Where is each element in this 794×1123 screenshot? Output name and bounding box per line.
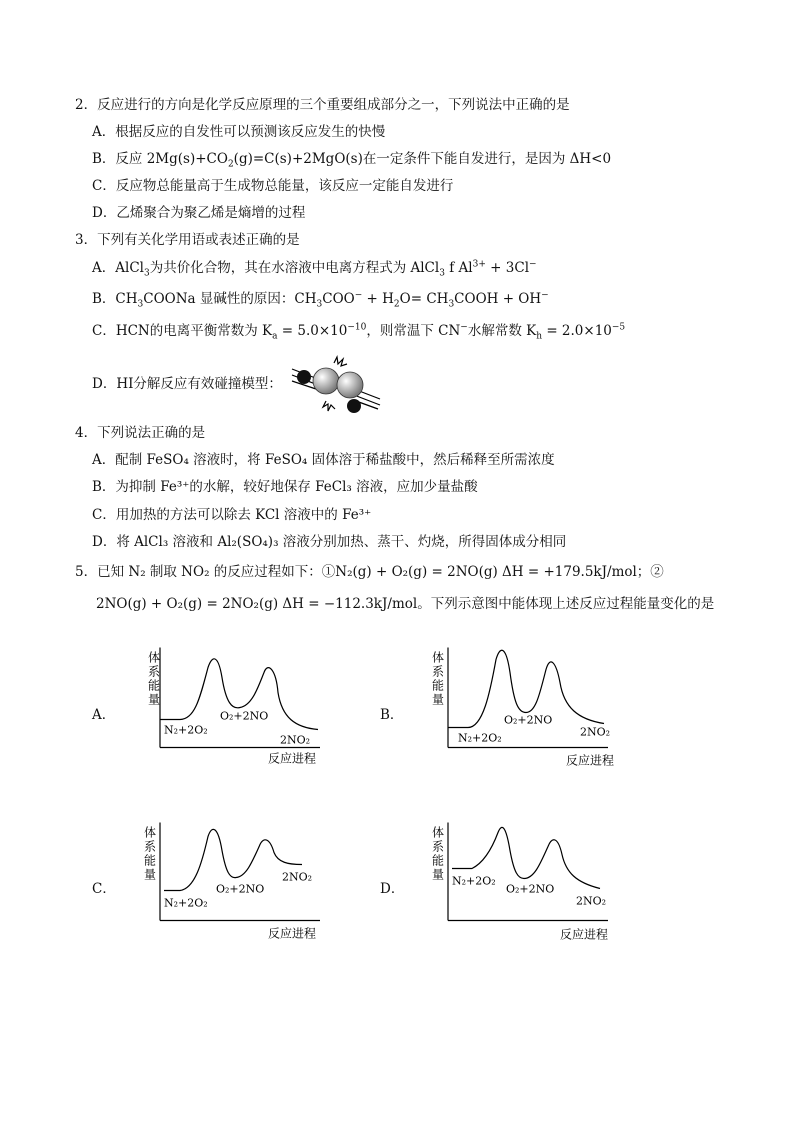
graph-c-ylabel-1: 体 [144,825,157,840]
q3-option-b [92,290,549,308]
graph-b-xlabel: 反应进程 [566,753,615,768]
graph-c-ylabel-2: 系 [144,839,157,854]
graph-d-ylabel-4: 量 [432,867,445,882]
q3-a-sup2: − [529,259,537,270]
graph-b-ylabel-1: 体 [432,650,445,665]
graph-c-label-start: N₂+2O₂ [164,896,208,910]
graph-a-option: A． [92,707,116,723]
graph-c-ylabel-3: 能 [144,853,157,868]
graph-b-label-end: 2NO₂ [580,725,611,739]
q3-c-minus: − [460,322,468,333]
q3-a-post: + 3Cl [485,260,530,276]
q3-b-tail3: COOH + OH [454,291,542,307]
graph-d-ylabel-2: 系 [432,839,445,854]
q3-b-s6: − [541,290,549,301]
graph-a-ylabel-3: 能 [148,678,161,693]
q3-c-post: ，则常温下 CN [366,323,461,339]
graph-b-ylabel-3: 能 [432,678,445,693]
q2-b-sub: 2 [227,159,234,170]
q4-stem: 4．下列说法正确的是 [75,425,206,441]
graph-c [140,820,320,950]
collision-model-image [288,355,384,415]
graph-b-label-mid: O₂+2NO [504,713,553,727]
graph-d-xlabel: 反应进程 [560,927,609,942]
q3-a-sup: 3+ [472,259,486,270]
q4-option-d: D．将 AlCl₃ 溶液和 Al₂(SO₄)₃ 溶液分别加热、蒸干、灼烧，所得固体成分相同 [92,534,567,550]
graph-a-ylabel-2: 系 [148,664,161,679]
graph-c-ylabel-4: 量 [144,867,157,882]
graph-c-option: C． [92,881,116,897]
q3-a-mid: 为共价化合物，其在水溶液中电离方程式为 AlCl [149,260,440,276]
q3-c-sa: a [272,331,278,342]
q4-option-c: C．用加热的方法可以除去 KCl 溶液中的 Fe³⁺ [92,507,372,523]
q3-b-pre: B．CH [92,291,138,307]
graph-b-ylabel-2: 系 [432,664,445,679]
q2-option-d: D．乙烯聚合为聚乙烯是熵增的过程 [92,205,306,221]
graph-b-ylabel-4: 量 [432,692,445,707]
graph-a-label-start: N₂+2O₂ [164,723,208,737]
q5-stem: 5．已知 N₂ 制取 NO₂ 的反应过程如下：①N₂(g) + O₂(g) = 2NO(g) ΔH = +179.5kJ/mol；② [75,564,664,580]
graph-a [140,645,320,775]
q3-b-tail2: O= CH [399,291,449,307]
q3-b-s3: − [354,290,363,301]
q4-option-a: A．配制 FeSO₄ 溶液时，将 FeSO₄ 固体溶于稀盐酸中，然后稀释至所需浓度 [92,452,555,468]
graph-a-xlabel: 反应进程 [268,751,317,766]
q3-c-mid: = 5.0×10 [277,323,348,339]
q3-c-pre: C．HCN的电离平衡常数为 K [92,323,273,339]
q5-stem-line2: 2NO(g) + O₂(g) = 2NO₂(g) ΔH = −112.3kJ/mol。下列示意图中能体现上述反应过程能量变化的是 [96,596,715,612]
q3-c-exp2: −5 [611,322,626,333]
q2-option-c: C．反应物总能量高于生成物总能量，该反应一定能自发进行 [92,178,454,194]
graph-d-ylabel-3: 能 [432,853,445,868]
q3-option-c [92,322,625,340]
q3-c-sh: h [536,331,543,342]
q3-stem: 3．下列有关化学用语或表述正确的是 [75,232,300,248]
graph-d-label-mid: O₂+2NO [506,882,555,896]
graph-b-option: B． [380,707,404,723]
q3-a-f: f Al [444,260,473,276]
graph-d-label-end: 2NO₂ [576,894,607,908]
graph-d [428,820,608,950]
graph-b [428,645,615,775]
q3-b-s1: 3 [137,299,144,310]
graph-c-label-mid: O₂+2NO [216,882,265,896]
q3-b-s4: 2 [393,299,400,310]
graph-c-xlabel: 反应进程 [268,926,317,941]
graph-d-ylabel-1: 体 [432,825,445,840]
q3-a-sub2: 3 [439,268,445,279]
q2-b-pre: B．反应 2Mg(s)+CO [92,151,228,167]
q3-c-exp: −10 [347,322,367,333]
q3-b-s5: 3 [448,299,455,310]
q2-option-a: A．根据反应的自发性可以预测该反应发生的快慢 [92,124,386,140]
q2-b-mid: (g)=C(s)+2MgO(s)在一定条件下能自发进行，是因为 ΔH<0 [233,151,612,167]
graph-a-ylabel-1: 体 [148,650,161,665]
graph-a-ylabel-4: 量 [148,692,161,707]
q3-option-a [92,259,537,277]
q2-stem: 2．反应进行的方向是化学反应原理的三个重要组成部分之一，下列说法中正确的是 [75,97,570,113]
graph-a-label-end: 2NO₂ [280,733,311,747]
q3-b-text: COONa 显碱性的原因：CH [143,291,317,307]
q3-b-eq: COO [322,291,355,307]
q2-option-b [92,150,611,168]
graph-c-label-end: 2NO₂ [282,870,313,884]
graph-d-option: D． [380,881,405,897]
q3-c-val: = 2.0×10 [542,323,612,339]
q3-b-s2: 3 [316,299,323,310]
q3-b-tail: + H [362,291,394,307]
graph-b-label-start: N₂+2O₂ [458,731,502,745]
q3-c-post2: 水解常数 K [467,323,537,339]
graph-d-label-start: N₂+2O₂ [452,874,496,888]
graph-a-label-mid: O₂+2NO [220,709,269,723]
q4-option-b: B．为抑制 Fe³⁺的水解，较好地保存 FeCl₃ 溶液，应加少量盐酸 [92,479,478,495]
q3-a-pre: A．AlCl [92,260,144,276]
q3-a-sub: 3 [143,268,150,279]
q3-option-d: D．HI分解反应有效碰撞模型： [92,376,282,392]
